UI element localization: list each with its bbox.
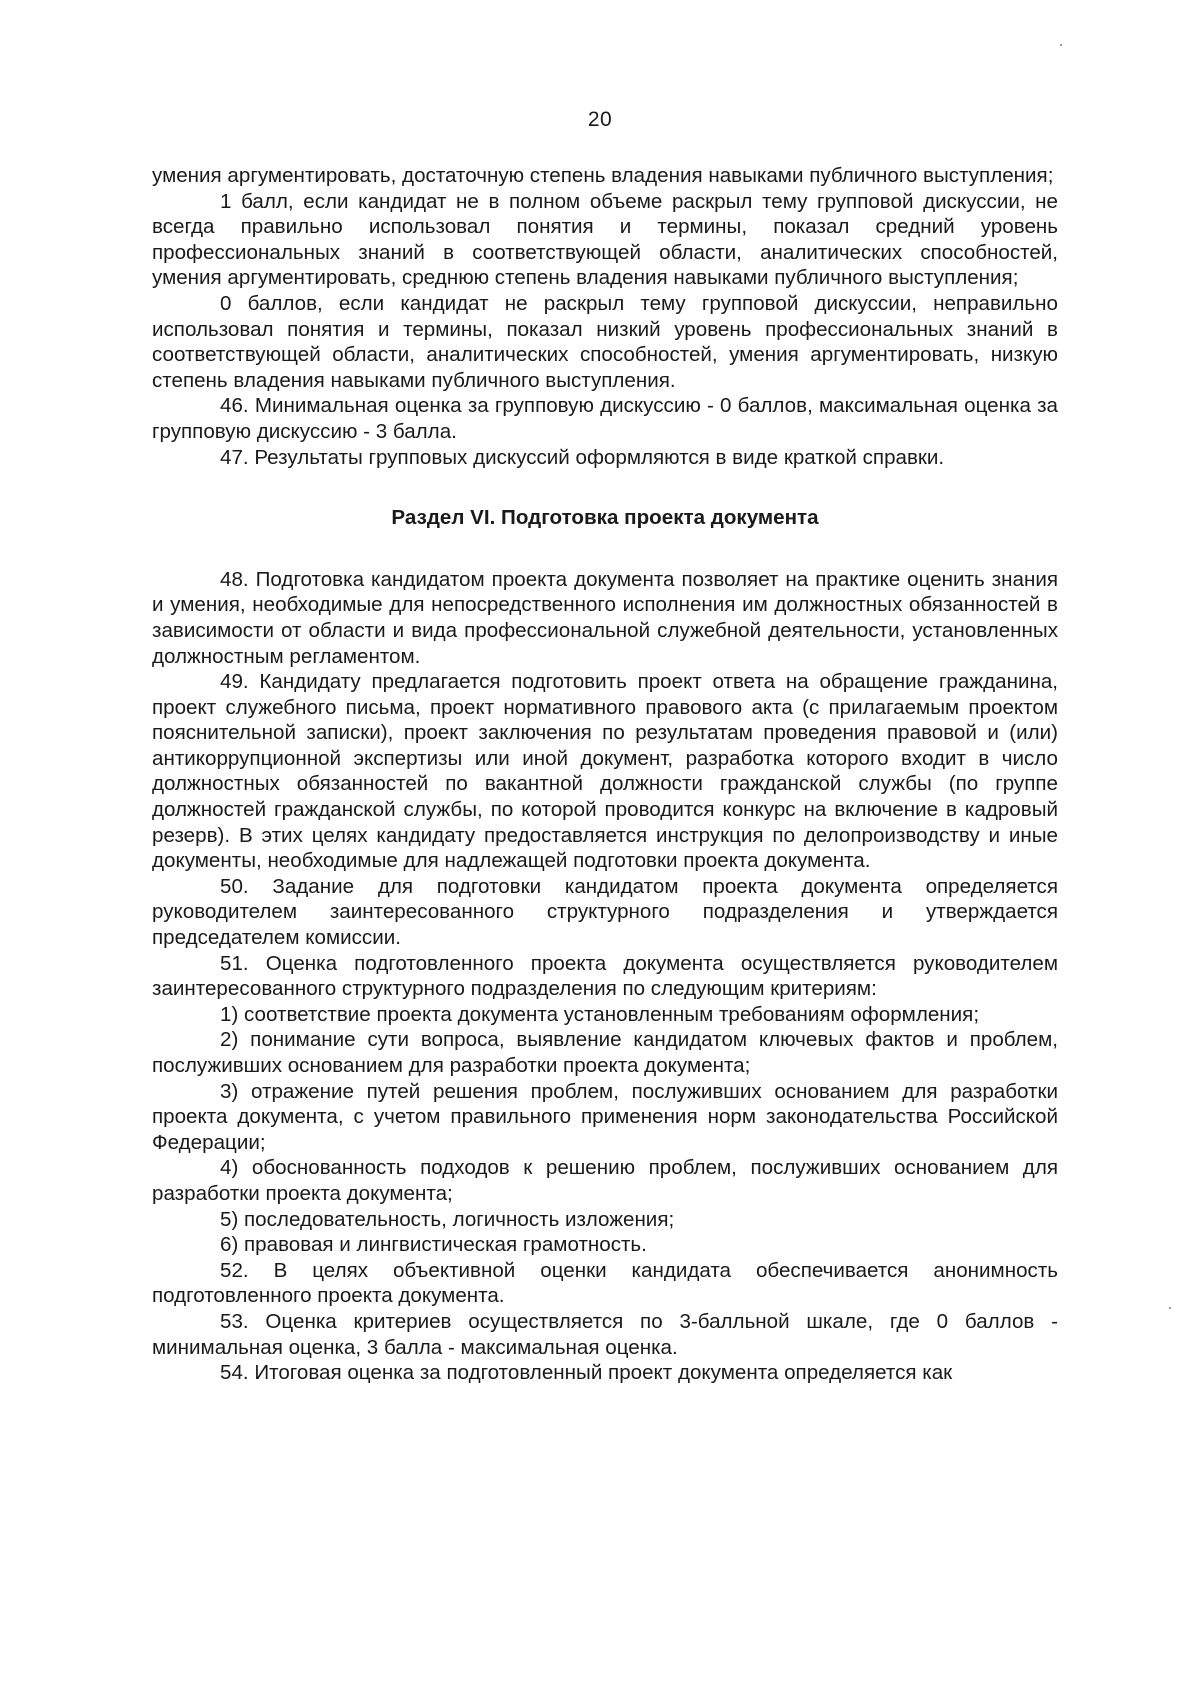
paragraph-score-0: 0 баллов, если кандидат не раскрыл тему групповой дискуссии, неправильно использовал понятия и термины, показал низкий уровень профессиональных знаний в соответствующей области, аналитических способностей, умения аргументировать, низкую степень владения навыками публичного выступления. [152,291,1058,392]
paragraph-52: 52. В целях объективной оценки кандидата обеспечивается анонимность подготовленного проекта документа. [152,1258,1058,1308]
paragraph-47: 47. Результаты групповых дискуссий оформляются в виде краткой справки. [220,445,945,469]
paragraph-48: 48. Подготовка кандидатом проекта документа позволяет на практике оценить знания и умения, необходимые для непосредственного исполнения им должностных обязанностей в зависимости от области и вида профессиональной служебной деятельности, установленных должностным регламентом. [152,567,1058,668]
document-body [152,163,1058,1386]
paragraph-score-1: 1 балл, если кандидат не в полном объеме раскрыл тему групповой дискуссии, не всегда правильно использовал понятия и термины, показал средний уровень профессиональных знаний в соответствующей области, аналитических способностей, умения аргументировать, среднюю степень владения навыками публичного выступления; [152,189,1058,290]
scan-speck [1169,1307,1171,1309]
criterion-2: 2) понимание сути вопроса, выявление кандидатом ключевых фактов и проблем, послуживших основанием для разработки проекта документа; [152,1028,1058,1077]
scan-speck [1060,44,1062,46]
criterion-1: 1) соответствие проекта документа установленным требованиям оформления; [220,1002,980,1026]
paragraph-53: 53. Оценка критериев осуществляется по 3-балльной шкале, где 0 баллов - минимальная оценка, 3 балла - максимальная оценка. [152,1309,1058,1359]
paragraph-51: 51. Оценка подготовленного проекта документа осуществляется руководителем заинтересованного структурного подразделения по следующим критериям: [152,951,1058,1001]
criterion-3: 3) отражение путей решения проблем, послуживших основанием для разработки проекта документа, с учетом правильного применения норм законодательства Российской Федерации; [152,1079,1058,1154]
paragraph-46: 46. Минимальная оценка за групповую дискуссию - 0 баллов, максимальная оценка за групповую дискуссию - 3 балла. [152,394,1058,443]
paragraph-54: 54. Итоговая оценка за подготовленный проект документа определяется как [220,1361,953,1385]
criterion-5: 5) последовательность, логичность изложения; [220,1207,675,1231]
criterion-4: 4) обоснованность подходов к решению проблем, послуживших основанием для разработки проекта документа; [152,1156,1058,1205]
paragraph-49: 49. Кандидату предлагается подготовить проект ответа на обращение гражданина, проект служебного письма, проект нормативного правового акта (с прилагаемым проектом пояснительной записки), проект заключения по результатам проведения правовой и (или) антикоррупционной экспертизы или иной документ, разработка которого входит в число должностных обязанностей по вакантной должности гражданской службы (по группе должностей гражданской службы, по которой проводится конкурс на включение в кадровый резерв). В этих целях кандидату предоставляется инструкция по делопроизводству и иные документы, необходимые для надлежащей подготовки проекта документа. [152,670,1058,873]
paragraph-continuation: умения аргументировать, достаточную степень владения навыками публичного выступления; [152,164,1054,187]
criterion-6: 6) правовая и лингвистическая грамотность. [220,1233,647,1257]
paragraph-50: 50. Задание для подготовки кандидатом проекта документа определяется руководителем заинтересованного структурного подразделения и утверждается председателем комиссии. [152,874,1058,950]
page-number: 20 [587,108,613,131]
section-heading: Раздел VI. Подготовка проекта документа [391,506,819,530]
